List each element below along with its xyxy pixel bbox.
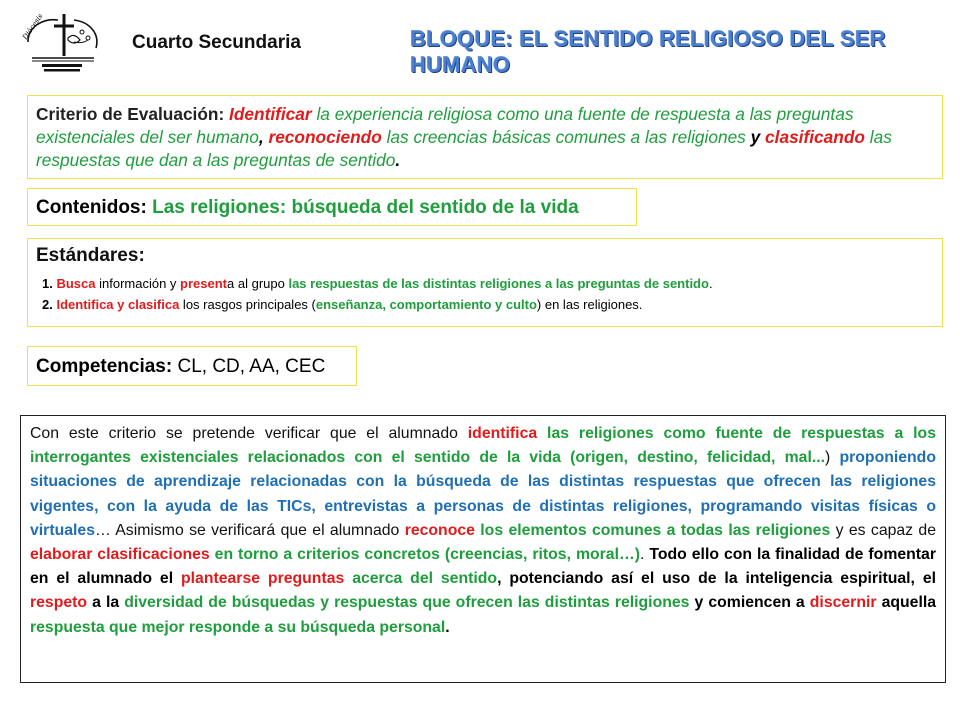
estandar-number: 2. xyxy=(42,297,53,312)
criterio-verb-identificar: Identificar xyxy=(229,104,312,124)
competencias-label: Competencias: xyxy=(36,356,173,377)
estandar-text: información y xyxy=(95,276,181,291)
para-verb: respeto xyxy=(30,594,88,612)
criterio-verb-clasificando: clasificando xyxy=(765,127,865,147)
estandar-highlight: las respuestas de las distintas religiones a las preguntas de sentido xyxy=(288,276,709,291)
para-text: , potenciando así el uso de la inteligencia espiritual, el xyxy=(497,570,937,588)
grade-title: Cuarto Secundaria xyxy=(132,32,301,53)
para-verb: identifica xyxy=(467,425,538,442)
estandar-verb: Identifica y clasifica xyxy=(56,297,180,312)
para-text: … Asimismo se verificará que el alumnado xyxy=(94,521,405,539)
para-highlight: las religiones como fuente de respuestas a los interrogantes existenciales relacionados con el sentido de la vida (origen, destino, felicidad, mal... xyxy=(30,425,936,467)
estandar-number: 1. xyxy=(42,276,53,291)
estandar-item-2 xyxy=(42,294,934,315)
criterio-text: , xyxy=(258,127,269,147)
para-text: . xyxy=(640,546,650,564)
estandar-text: ) en las religiones. xyxy=(536,297,643,312)
para-text: ) xyxy=(825,449,840,467)
competencias-text: CL, CD, AA, CEC xyxy=(172,356,326,377)
para-text: a la xyxy=(87,594,125,612)
criterio-text: la experiencia religiosa como una fuente de respuesta a las preguntas existenciales del ser humano xyxy=(36,104,854,147)
para-highlight: en torno a criterios concretos (creencias, ritos, moral…) xyxy=(209,546,641,564)
para-verb: discernir xyxy=(809,594,877,612)
estandares-box xyxy=(27,238,943,327)
criterio-verb-reconociendo: reconociendo xyxy=(268,127,382,147)
para-text: y comiencen a xyxy=(689,594,810,612)
para-methodology: proponiendo situaciones de aprendizaje relacionadas con la búsqueda de las distintas respuestas que ofrecen las religiones vigentes, con la ayuda de las TICs, entrevistas a personas de distintas religiones, programando visitas físicas o virtuales xyxy=(30,449,936,539)
para-text: Todo ello con la finalidad de fomentar en el alumnado el xyxy=(30,546,936,588)
para-text: aquella xyxy=(876,594,937,612)
estandar-text: los rasgos principales ( xyxy=(179,297,316,312)
svg-text:Diòcesis: Diòcesis xyxy=(21,12,45,42)
para-highlight: respuesta que mejor responde a su búsqueda personal xyxy=(30,618,446,636)
para-verb: plantearse preguntas xyxy=(181,570,345,588)
criterio-text: las respuestas que dan a las preguntas de sentido xyxy=(36,127,892,170)
diocese-logo-icon xyxy=(14,12,110,74)
contenidos-label: Contenidos: xyxy=(36,197,147,218)
criterio-text: . xyxy=(395,150,401,170)
estandar-verb: Busca xyxy=(56,276,96,291)
estandar-verb: present xyxy=(180,276,228,291)
para-verb: reconoce xyxy=(404,521,475,539)
criterio-label: Criterio de Evaluación: xyxy=(36,104,225,124)
para-text: y es capaz de xyxy=(830,521,937,539)
contenidos-text: Las religiones: búsqueda del sentido de la vida xyxy=(152,197,579,218)
criterio-text: y xyxy=(745,127,766,147)
para-verb: elaborar clasificaciones xyxy=(30,546,210,564)
estandares-label: Estándares: xyxy=(36,245,145,266)
para-text: Con este criterio se pretende verificar que el alumnado xyxy=(30,425,468,442)
contenidos-box xyxy=(27,188,637,226)
estandar-item-1 xyxy=(42,273,934,294)
para-highlight: los elementos comunes a todas las religiones xyxy=(474,521,831,539)
criterio-box xyxy=(27,95,943,179)
estandar-highlight: enseñanza, comportamiento y culto xyxy=(315,297,537,312)
bloque-title: BLOQUE: EL SENTIDO RELIGIOSO DEL SER HUMANO xyxy=(410,26,886,77)
estandar-text: a al grupo xyxy=(227,276,289,291)
description-paragraph xyxy=(20,415,946,683)
para-highlight: diversidad de búsquedas y respuestas que ofrecen las distintas religiones xyxy=(124,594,690,612)
competencias-box xyxy=(27,346,357,386)
criterio-text: las creencias básicas comunes a las religiones xyxy=(381,127,746,147)
para-highlight: acerca del sentido xyxy=(344,570,498,588)
estandar-text: . xyxy=(708,276,713,291)
para-text: . xyxy=(445,618,450,636)
